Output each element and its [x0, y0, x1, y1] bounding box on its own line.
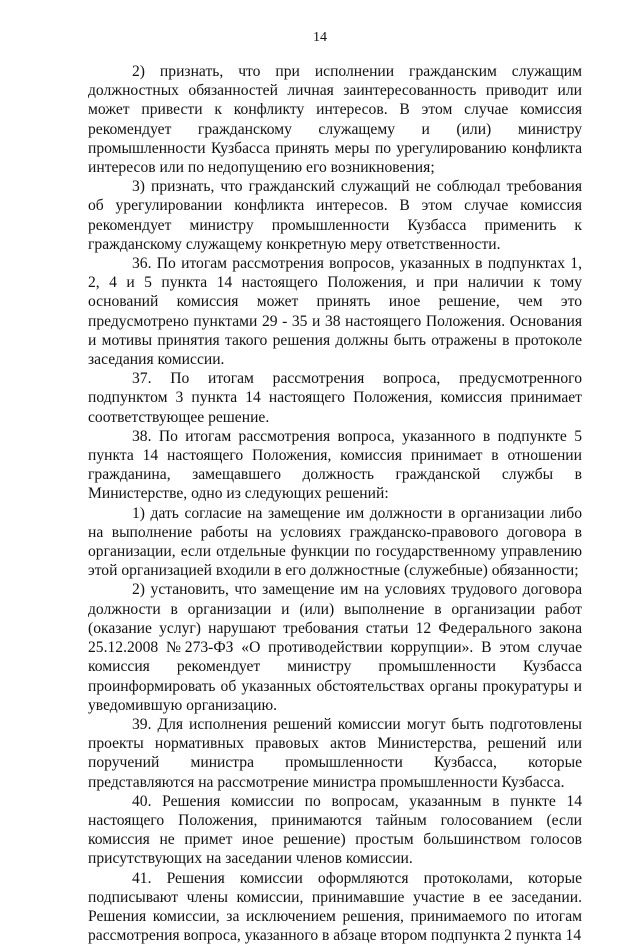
- paragraph-38-subitem-2: 2) установить, что замещение им на условиях трудового договора должности в организации и (или) выполнение в организации работ (оказание услуг) нарушают требования статьи 12 Федерального закона 25.12.2008 №273-ФЗ «О противодействии коррупции». В этом случае комиссия рекомендует министру промышленности Кузбасса проинформировать об указанных обстоятельствах органы прокуратуры и уведомившую организацию.: [88, 581, 582, 714]
- paragraph-39: 39. Для исполнения решений комиссии могут быть подготовлены проекты нормативных правовых актов Министерства, решений или поручений министра промышленности Кузбасса, которые представляются на рассмотрение министра промышленности Кузбасса.: [88, 715, 582, 791]
- paragraph-36: 36. По итогам рассмотрения вопросов, указанных в подпунктах 1, 2, 4 и 5 пункта 14 настоящего Положения, и при наличии к тому оснований комиссия может принять иное решение, чем это предусмотрено пунктами 29 - 35 и 38 настоящего Положения. Основания и мотивы принятия такого решения должны быть отражены в протоколе заседания комиссии.: [88, 255, 582, 369]
- document-body: [88, 62, 582, 945]
- paragraph-38: 38. По итогам рассмотрения вопроса, указанного в подпункте 5 пункта 14 настоящего Положения, комиссия принимает в отношении гражданина, замещавшего должность гражданской службы в Министерстве, одно из следующих решений:: [88, 427, 582, 503]
- paragraph-subitem-3-conflict: 3) признать, что гражданский служащий не соблюдал требования об урегулировании конфликта интересов. В этом случае комиссия рекомендует министру промышленности Кузбасса применить к гражданскому служащему конкретную меру ответственности.: [88, 178, 582, 253]
- paragraph-40: 40. Решения комиссии по вопросам, указанным в пункте 14 настоящего Положения, принимаются тайным голосованием (если комиссия не примет иное решение) простым большинством голосов присутствующих на заседании членов комиссии.: [88, 792, 582, 868]
- paragraph-41: 41. Решения комиссии оформляются протоколами, которые подписывают члены комиссии, принимавшие участие в ее заседании. Решения комиссии, за исключением решения, принимаемого по итогам рассмотрения вопроса, указанного в абзаце втором подпункта 2 пункта 14: [88, 869, 582, 945]
- paragraph-37: 37. По итогам рассмотрения вопроса, предусмотренного подпунктом 3 пункта 14 настоящего Положения, комиссия принимает соответствующее решение.: [88, 370, 582, 426]
- paragraph-subitem-2-conflict: 2) признать, что при исполнении гражданским служащим должностных обязанностей личная заинтересованность приводит или может привести к конфликту интересов. В этом случае комиссия рекомендует гражданскому служащему и (или) министру промышленности Кузбасса принять меры по урегулированию конфликта интересов или по недопущению его возникновения;: [88, 63, 582, 177]
- paragraph-38-subitem-1: 1) дать согласие на замещение им должности в организации либо на выполнение работы на условиях гражданско-правового договора в организации, если отдельные функции по государственному управлению этой организацией входили в его должностные (служебные) обязанности;: [88, 504, 582, 580]
- page-number: 14: [313, 30, 327, 45]
